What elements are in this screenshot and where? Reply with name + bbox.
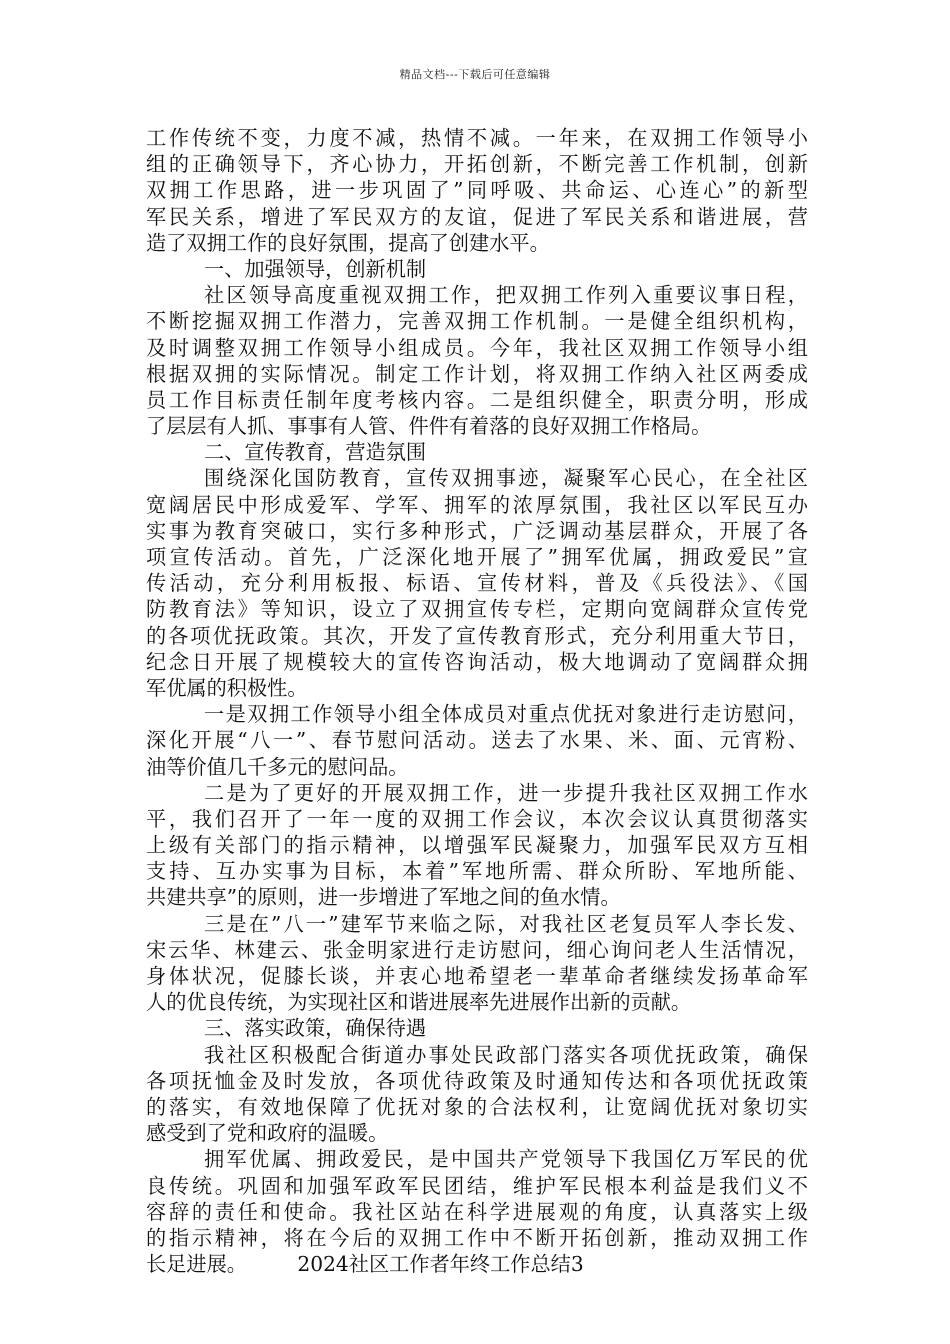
text-line: 油等价值几千多元的慰问品。	[146, 754, 409, 779]
text-line: 一是双拥工作领导小组全体成员对重点优抚对象进行走访慰问，	[204, 702, 808, 727]
text-line: 一、加强领导，创新机制	[204, 256, 427, 281]
text-line: 深化开展“八一”、春节慰问活动。送去了水果、米、面、元宵粉、	[146, 728, 808, 753]
text-line: 的落实，有效地保障了优抚对象的合法权利，让宽阔优抚对象切实	[146, 1094, 808, 1119]
document-body	[146, 125, 808, 1277]
text-line: 造了双拥工作的良好氛围，提高了创建水平。	[146, 230, 550, 255]
text-line: 宽阔居民中形成爱军、学军、拥军的浓厚氛围，我社区以军民互办	[146, 492, 808, 517]
text-line: 良传统。巩固和加强军政军民团结，维护军民根本利益是我们义不	[146, 1173, 808, 1198]
text-line: 围绕深化国防教育，宣传双拥事迹，凝聚军心民心，在全社区	[204, 466, 808, 491]
text-line: 容辞的责任和使命。我社区站在科学进展观的角度，认真落实上级	[146, 1199, 808, 1224]
text-line: 的指示精神，将在今后的双拥工作中不断开拓创新，推动双拥工作	[146, 1225, 808, 1250]
text-line: 军民关系，增进了军民双方的友谊，促进了军民关系和谐进展，营	[146, 204, 808, 229]
text-line: 的各项优抚政策。其次，开发了宣传教育形式，充分利用重大节日，	[146, 623, 808, 648]
text-line: 军优属的积极性。	[146, 675, 308, 700]
text-line: 二、宣传教育，营造氛围	[204, 440, 427, 465]
text-line: 人的优良传统，为实现社区和谐进展率先进展作出新的贡献。	[146, 990, 692, 1015]
text-line: 员工作目标责任制年度考核内容。二是组织健全，职责分明，形成	[146, 387, 808, 412]
text-line: 长足进展。 2024社区工作者年终工作总结3	[146, 1252, 584, 1277]
text-line: 传活动，充分利用板报、标语、宣传材料，普及《兵役法》、《国	[146, 571, 808, 596]
text-line: 及时调整双拥工作领导小组成员。今年，我社区双拥工作领导小组	[146, 335, 808, 360]
text-line: 纪念日开展了规模较大的宣传咨询活动，极大地调动了宽阔群众拥	[146, 649, 808, 674]
text-line: 根据双拥的实际情况。制定工作计划，将双拥工作纳入社区两委成	[146, 361, 808, 386]
text-line: 防教育法》等知识，设立了双拥宣传专栏，定期向宽阔群众宣传党	[146, 597, 808, 622]
text-line: 身体状况，促膝长谈，并衷心地希望老一辈革命者继续发扬革命军	[146, 964, 808, 988]
text-line: 支持、互办实事为目标，本着”军地所需、群众所盼、军地所能、	[146, 859, 808, 884]
text-line: 拥军优属、拥政爱民，是中国共产党领导下我国亿万军民的优	[204, 1147, 808, 1172]
text-line: 实事为教育突破口，实行多种形式，广泛调动基层群众，开展了各	[146, 518, 808, 543]
text-line: 宋云华、林建云、张金明家进行走访慰问，细心询问老人生活情况，	[146, 937, 808, 962]
page-header: 精品文档---下载后可任意编辑	[399, 68, 551, 81]
text-line: 了层层有人抓、事事有人管、件件有着落的良好双拥工作格局。	[146, 414, 712, 439]
text-line: 感受到了党和政府的温暖。	[146, 1121, 389, 1146]
text-line: 三、落实政策，确保待遇	[204, 1016, 427, 1041]
text-line: 各项抚恤金及时发放，各项优待政策及时通知传达和各项优抚政策	[146, 1068, 808, 1093]
text-line: 上级有关部门的指示精神，以增强军民凝聚力，加强军民双方互相	[146, 833, 808, 858]
text-line: 二是为了更好的开展双拥工作，进一步提升我社区双拥工作水	[204, 780, 808, 805]
text-line: 项宣传活动。首先，广泛深化地开展了”拥军优属，拥政爱民”宣	[146, 545, 808, 569]
text-line: 共建共享”的原则，进一步增进了军地之间的鱼水情。	[146, 885, 621, 910]
text-line: 三是在”八一”建军节来临之际，对我社区老复员军人李长发、	[204, 911, 808, 936]
text-line: 我社区积极配合街道办事处民政部门落实各项优抚政策，确保	[204, 1042, 808, 1067]
text-line: 组的正确领导下，齐心协力，开拓创新，不断完善工作机制，创新	[146, 152, 808, 177]
text-line: 不断挖掘双拥工作潜力，完善双拥工作机制。一是健全组织机构，	[146, 309, 808, 334]
text-line: 社区领导高度重视双拥工作，把双拥工作列入重要议事日程，	[204, 283, 808, 308]
text-line: 双拥工作思路，进一步巩固了”同呼吸、共命运、心连心”的新型	[146, 178, 808, 203]
text-line: 工作传统不变，力度不减，热情不减。一年来，在双拥工作领导小	[146, 126, 808, 150]
text-line: 平，我们召开了一年一度的双拥工作会议，本次会议认真贯彻落实	[146, 806, 808, 831]
